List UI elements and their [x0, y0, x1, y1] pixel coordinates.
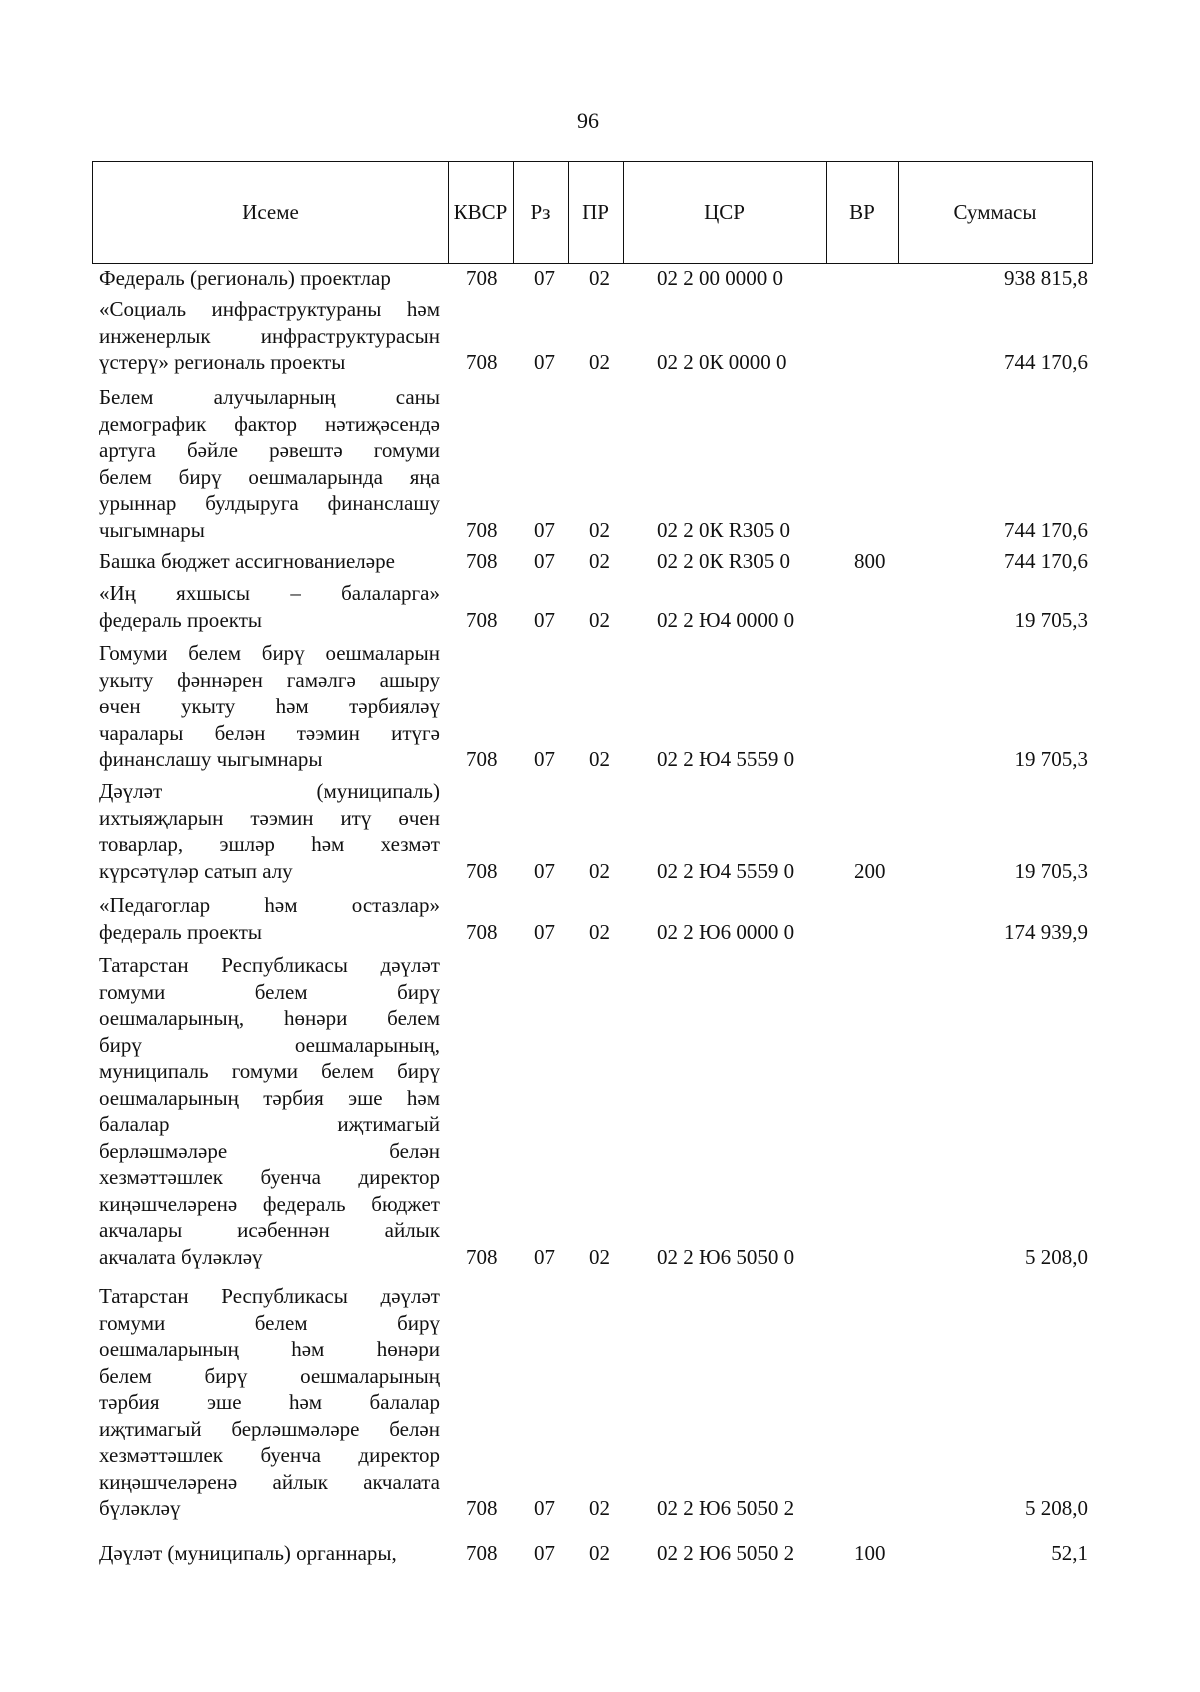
- row-kvsr: 708: [466, 919, 498, 944]
- row-kvsr: 708: [466, 517, 498, 542]
- header-vr: ВР: [849, 200, 875, 224]
- row-sum: 5 208,0: [1025, 1244, 1088, 1269]
- row-csr: 02 2 Ю6 5050 2: [657, 1496, 795, 1520]
- row-name-line: «Педагоглар һәм остазлар»: [99, 893, 440, 917]
- row-name: [99, 296, 440, 376]
- row-sum: 19 705,3: [1014, 607, 1088, 632]
- row-vr: 100: [854, 1541, 886, 1565]
- row-name-line: акчалата бүләкләү: [99, 1244, 263, 1269]
- row-name-line: белем бирү оешмаларының: [99, 1363, 440, 1388]
- page-number: 96: [577, 108, 599, 133]
- row-name-line: федераль проекты: [99, 607, 262, 632]
- row-kvsr: 708: [466, 549, 498, 573]
- row-name-line: «Иң яхшысы – балаларга»: [99, 581, 440, 605]
- row-name-line: Татарстан Республикасы дәүләт: [99, 1284, 440, 1308]
- row-name-line: чыгымнары: [99, 517, 205, 542]
- row-name-line: гомуми белем бирү: [99, 1310, 440, 1335]
- row-rz: 07: [534, 747, 555, 771]
- row-sum: 938 815,8: [1004, 266, 1088, 290]
- row-pr: 02: [589, 350, 610, 374]
- header-csr: ЦСР: [704, 200, 745, 224]
- row-name: [99, 892, 440, 945]
- row-kvsr: 708: [466, 266, 498, 290]
- row-name: [99, 1283, 440, 1522]
- header-sum: Суммасы: [953, 200, 1037, 224]
- row-name: [99, 265, 440, 292]
- row-pr: 02: [589, 1541, 610, 1565]
- row-csr: 02 2 00 0000 0: [657, 266, 783, 290]
- row-pr: 02: [589, 919, 610, 944]
- row-name-line: ихтыяҗларын тәэмин итү өчен: [99, 805, 440, 830]
- row-name: [99, 548, 440, 575]
- row-name-line: федераль проекты: [99, 919, 262, 944]
- row-kvsr: 708: [466, 1244, 498, 1269]
- row-name: [99, 580, 440, 633]
- row-sum: 744 170,6: [1004, 549, 1088, 573]
- row-rz: 07: [534, 858, 555, 883]
- row-name-line: иҗтимагый берләшмәләре белән: [99, 1416, 440, 1441]
- row-pr: 02: [589, 549, 610, 573]
- row-name-line: Федераль (региональ) проектлар: [99, 266, 391, 290]
- row-name-line: күрсәтүләр сатып алу: [99, 858, 293, 883]
- row-name-line: бирү оешмаларының,: [99, 1032, 440, 1057]
- row-pr: 02: [589, 858, 610, 883]
- row-rz: 07: [534, 549, 555, 573]
- row-rz: 07: [534, 919, 555, 944]
- row-csr: 02 2 0К 0000 0: [657, 350, 787, 374]
- row-csr: 02 2 Ю4 5559 0: [657, 747, 795, 771]
- row-name-line: балалар иҗтимагый: [99, 1112, 440, 1136]
- row-sum: 174 939,9: [1004, 919, 1088, 944]
- header-name: Исеме: [242, 200, 299, 224]
- row-kvsr: 708: [466, 607, 498, 632]
- row-pr: 02: [589, 517, 610, 542]
- row-name-line: Татарстан Республикасы дәүләт: [99, 953, 440, 977]
- header-kvsr: КВСР: [453, 200, 508, 224]
- row-sum: 744 170,6: [1004, 350, 1088, 374]
- row-name-line: чаралары белән тәэмин итүгә: [99, 720, 440, 745]
- row-rz: 07: [534, 1244, 555, 1269]
- row-csr: 02 2 Ю4 5559 0: [657, 858, 795, 883]
- row-name-line: бүләкләү: [99, 1496, 181, 1520]
- row-rz: 07: [534, 607, 555, 632]
- row-pr: 02: [589, 747, 610, 771]
- row-name-line: оешмаларының, һөнәри белем: [99, 1006, 440, 1030]
- row-name-line: урыннар булдыруга финанслашу: [99, 491, 440, 515]
- row-name-line: гомуми белем бирү: [99, 979, 440, 1004]
- row-name-line: Гомуми белем бирү оешмаларын: [99, 641, 440, 665]
- row-rz: 07: [534, 517, 555, 542]
- row-name-line: Дәүләт (муниципаль): [99, 779, 440, 803]
- row-kvsr: 708: [466, 1496, 498, 1520]
- row-pr: 02: [589, 266, 610, 290]
- row-name-line: «Социаль инфраструктураны һәм: [99, 297, 440, 321]
- row-kvsr: 708: [466, 858, 498, 883]
- row-kvsr: 708: [466, 1541, 498, 1565]
- row-name-line: акчалары исәбеннән айлык: [99, 1218, 440, 1242]
- row-sum: 19 705,3: [1014, 858, 1088, 883]
- row-pr: 02: [589, 1244, 610, 1269]
- row-name-line: укыту фәннәрен гамәлгә ашыру: [99, 667, 440, 692]
- row-vr: 200: [854, 858, 886, 883]
- header-rz: Рз: [530, 200, 551, 224]
- row-csr: 02 2 Ю4 0000 0: [657, 607, 795, 632]
- row-name-line: белем бирү оешмаларында яңа: [99, 464, 440, 489]
- row-csr: 02 2 Ю6 5050 2: [657, 1541, 795, 1565]
- row-pr: 02: [589, 1496, 610, 1520]
- row-csr: 02 2 0К R305 0: [657, 549, 791, 573]
- row-vr: 800: [854, 549, 886, 573]
- header-pr: ПР: [582, 200, 609, 224]
- row-name-line: хезмәттәшлек буенча директор: [99, 1443, 440, 1467]
- row-csr: 02 2 Ю6 5050 0: [657, 1244, 795, 1269]
- row-name-line: Белем алучыларның саны: [99, 385, 440, 409]
- row-name: [99, 384, 440, 543]
- row-name: [99, 640, 440, 773]
- row-name-line: киңәшчеләренә федераль бюджет: [99, 1191, 440, 1216]
- row-name-line: киңәшчеләренә айлык акчалата: [99, 1469, 440, 1494]
- row-sum: 744 170,6: [1004, 517, 1088, 542]
- row-name: [99, 778, 440, 884]
- row-pr: 02: [589, 607, 610, 632]
- row-name-line: үстерү» региональ проекты: [99, 350, 346, 374]
- row-name-line: муниципаль гомуми белем бирү: [99, 1059, 440, 1083]
- row-rz: 07: [534, 350, 555, 374]
- row-name-line: инженерлык инфраструктурасын: [99, 323, 440, 348]
- row-name-line: Дәүләт (муниципаль) органнары,: [99, 1541, 397, 1565]
- row-sum: 52,1: [1051, 1541, 1088, 1565]
- row-name-line: оешмаларының һәм һөнәри: [99, 1337, 440, 1361]
- row-sum: 19 705,3: [1014, 747, 1088, 771]
- row-name-line: товарлар, эшләр һәм хезмәт: [99, 832, 440, 856]
- row-name-line: берләшмәләре белән: [99, 1138, 440, 1163]
- row-name-line: демографик фактор нәтиҗәсендә: [99, 411, 440, 436]
- row-name-line: артуга бәйле рәвештә гомуми: [99, 438, 440, 462]
- row-sum: 5 208,0: [1025, 1496, 1088, 1520]
- row-csr: 02 2 0К R305 0: [657, 517, 791, 542]
- row-rz: 07: [534, 1541, 555, 1565]
- row-rz: 07: [534, 266, 555, 290]
- row-rz: 07: [534, 1496, 555, 1520]
- row-name-line: хезмәттәшлек буенча директор: [99, 1165, 440, 1189]
- row-name: [99, 1540, 440, 1567]
- row-name-line: өчен укыту һәм тәрбияләү: [99, 694, 440, 718]
- row-name-line: тәрбия эше һәм балалар: [99, 1390, 440, 1414]
- row-name-line: оешмаларының тәрбия эше һәм: [99, 1085, 440, 1110]
- row-csr: 02 2 Ю6 0000 0: [657, 919, 795, 944]
- row-kvsr: 708: [466, 350, 498, 374]
- row-name-line: Башка бюджет ассигнованиеләре: [99, 549, 395, 573]
- row-kvsr: 708: [466, 747, 498, 771]
- row-name: [99, 952, 440, 1270]
- row-name-line: финанслашу чыгымнары: [99, 747, 323, 771]
